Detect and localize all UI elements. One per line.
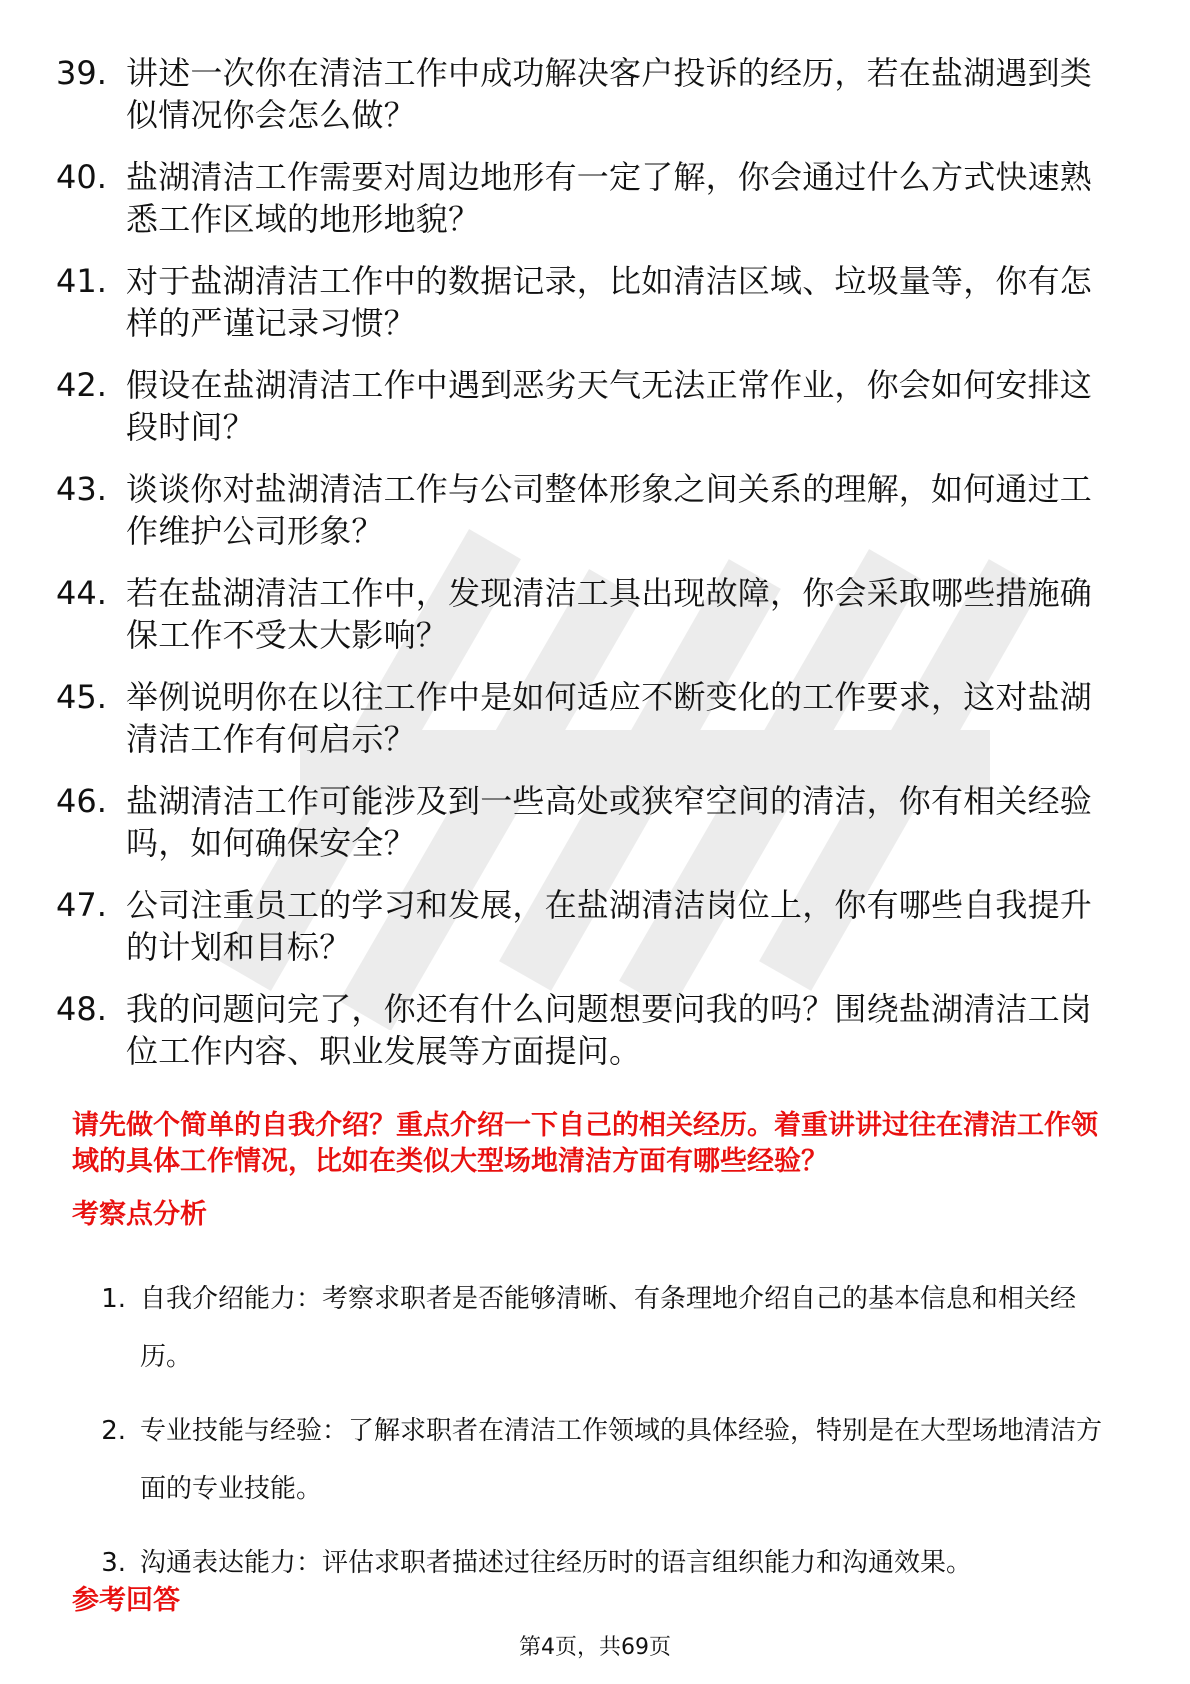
question-text: 我的问题问完了，你还有什么问题想要问我的吗？围绕盐湖清洁工岗位工作内容、职业发展等方面提问。 — [126, 990, 1093, 1070]
question-number: 48. — [56, 990, 107, 1028]
analysis-text: 沟通表达能力：评估求职者描述过往经历时的语言组织能力和沟通效果。 — [140, 1548, 973, 1578]
list-item — [56, 884, 1116, 988]
question-number: 42. — [56, 366, 107, 404]
analysis-text: 自我介绍能力：考察求职者是否能够清晰、有条理地介绍自己的基本信息和相关经历。 — [140, 1284, 1077, 1372]
list-item — [56, 780, 1116, 884]
page-footer: 第4页，共69页 — [519, 1635, 671, 1660]
question-text: 举例说明你在以往工作中是如何适应不断变化的工作要求，这对盐湖清洁工作有何启示？ — [126, 678, 1093, 758]
list-item — [56, 364, 1116, 468]
list-item — [56, 260, 1116, 364]
question-text: 盐湖清洁工作需要对周边地形有一定了解，你会通过什么方式快速熟悉工作区域的地形地貌？ — [126, 158, 1093, 238]
question-text: 盐湖清洁工作可能涉及到一些高处或狭窄空间的清洁，你有相关经验吗，如何确保安全？ — [126, 782, 1093, 862]
list-item — [56, 52, 1116, 156]
question-number: 44. — [56, 574, 107, 612]
list-item — [56, 988, 1116, 1092]
question-number: 43. — [56, 470, 107, 508]
question-text: 对于盐湖清洁工作中的数据记录，比如清洁区域、垃圾量等，你有怎样的严谨记录习惯？ — [126, 262, 1093, 342]
question-number: 41. — [56, 262, 107, 300]
question-text: 公司注重员工的学习和发展，在盐湖清洁岗位上，你有哪些自我提升的计划和目标？ — [126, 886, 1093, 966]
list-item — [72, 1402, 1122, 1518]
question-number: 47. — [56, 886, 107, 924]
question-number: 45. — [56, 678, 107, 716]
question-text: 若在盐湖清洁工作中，发现清洁工具出现故障，你会采取哪些措施确保工作不受太大影响？ — [126, 574, 1093, 654]
list-item — [56, 676, 1116, 780]
question-text: 谈谈你对盐湖清洁工作与公司整体形象之间关系的理解，如何通过工作维护公司形象？ — [126, 470, 1093, 550]
question-number: 46. — [56, 782, 107, 820]
list-item — [56, 572, 1116, 676]
analysis-heading: 考察点分析 — [72, 1199, 207, 1230]
reference-heading: 参考回答 — [72, 1585, 180, 1616]
analysis-number: 1. — [101, 1284, 126, 1314]
list-item — [72, 1534, 1122, 1592]
analysis-number: 3. — [101, 1548, 126, 1578]
list-item — [56, 156, 1116, 260]
question-number: 40. — [56, 158, 107, 196]
analysis-list — [72, 1270, 1122, 1608]
question-list — [56, 52, 1116, 1092]
analysis-text: 专业技能与经验：了解求职者在清洁工作领域的具体经验，特别是在大型场地清洁方面的专业技能。 — [140, 1416, 1103, 1504]
highlight-question: 请先做个简单的自我介绍？重点介绍一下自己的相关经历。着重讲讲过往在清洁工作领域的具体工作情况，比如在类似大型场地清洁方面有哪些经验？ — [72, 1110, 1098, 1177]
question-text: 讲述一次你在清洁工作中成功解决客户投诉的经历，若在盐湖遇到类似情况你会怎么做？ — [126, 54, 1093, 134]
analysis-number: 2. — [101, 1416, 126, 1446]
question-number: 39. — [56, 54, 107, 92]
question-text: 假设在盐湖清洁工作中遇到恶劣天气无法正常作业，你会如何安排这段时间？ — [126, 366, 1093, 446]
list-item — [72, 1270, 1122, 1386]
list-item — [56, 468, 1116, 572]
